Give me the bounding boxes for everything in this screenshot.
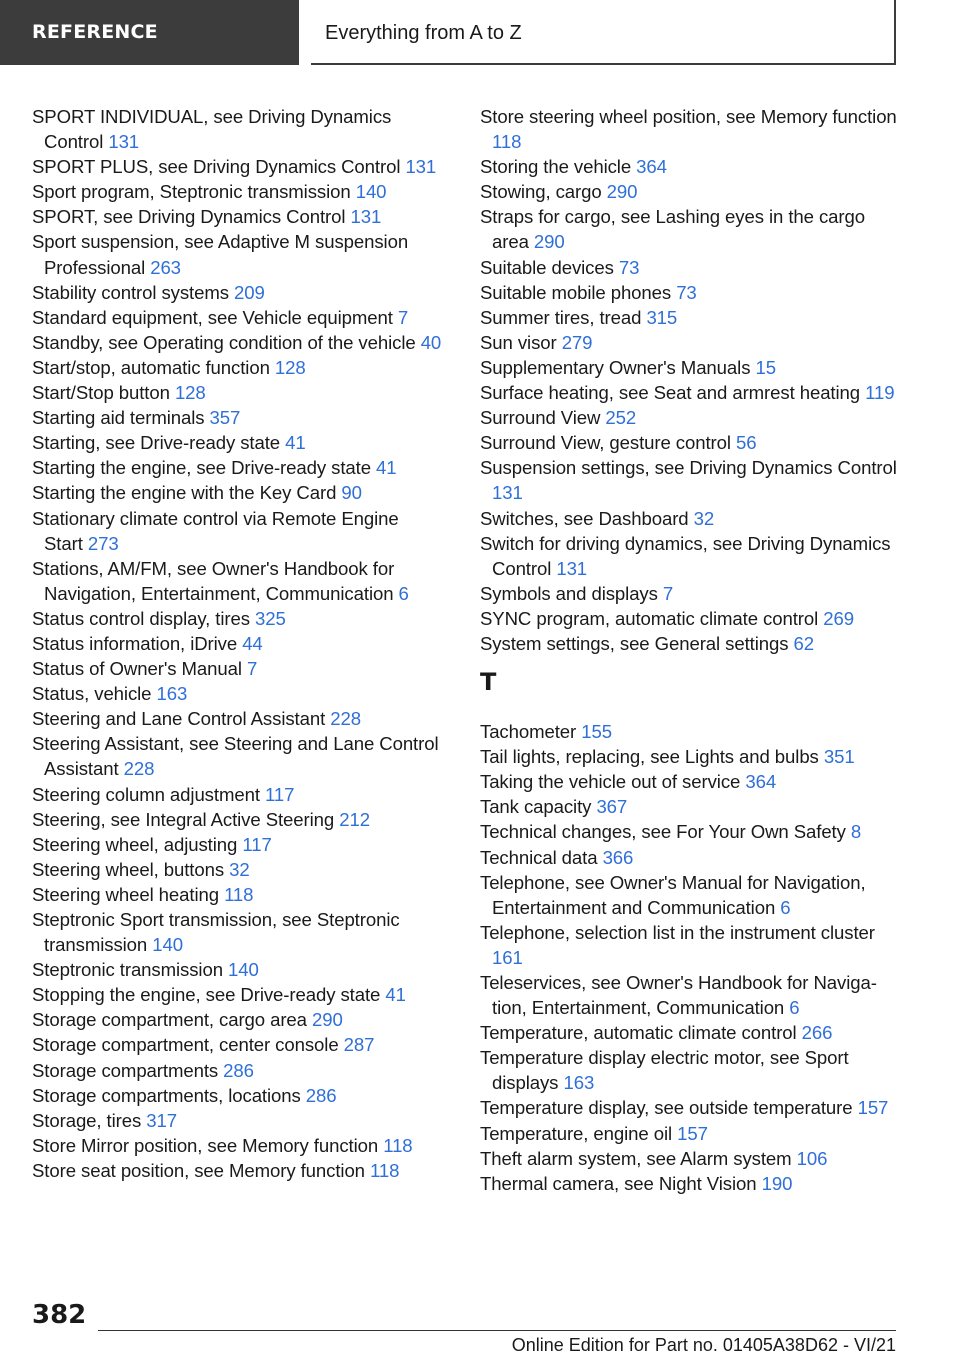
page-link[interactable]: 73 [618, 256, 640, 278]
page-link[interactable]: 364 [745, 771, 777, 793]
index-entry [480, 920, 900, 970]
index-entry [480, 380, 900, 405]
page-link[interactable]: 106 [796, 1147, 828, 1169]
page-link[interactable]: 6 [789, 997, 800, 1019]
page-link[interactable]: 44 [242, 632, 263, 654]
index-entry [32, 882, 442, 907]
page-link[interactable]: 279 [561, 331, 593, 353]
entry-term: Steering, see Integral Active Steering [32, 808, 335, 830]
index-entry [32, 782, 442, 807]
index-entry [32, 857, 442, 882]
entry-term: Standby, see Operating condition of the vehicle [32, 331, 416, 353]
index-entry [480, 1121, 900, 1146]
index-entry [32, 681, 442, 706]
entry-term: Temperature, engine oil [480, 1122, 673, 1144]
entry-term: Theft alarm system, see Alarm system [480, 1147, 792, 1169]
index-entry [480, 1171, 900, 1196]
page-link[interactable]: 131 [350, 206, 382, 228]
index-entry [32, 731, 442, 781]
index-column-right [480, 104, 900, 1196]
entry-term: Stationary climate control via Remote Engine Start [32, 507, 399, 554]
entry-term: Status information, iDrive [32, 632, 238, 654]
entry-term: Telephone, see Owner's Manual for Navigation, Entertainment and Communication [480, 871, 866, 918]
entry-term: Sport suspension, see Adaptive M suspension Professional [32, 231, 409, 278]
page-link[interactable]: 41 [285, 432, 306, 454]
index-entry [32, 154, 442, 179]
entry-term: SPORT INDIVIDUAL, see Driving Dynamics Control [32, 106, 392, 153]
entry-term: Standard equipment, see Vehicle equipment [32, 306, 393, 328]
entry-term: Tank capacity [480, 796, 592, 818]
page-link[interactable]: 155 [581, 721, 612, 743]
index-entry [32, 480, 442, 505]
page-link[interactable]: 32 [229, 858, 250, 880]
entry-term: Suspension settings, see Driving Dynamics Control [480, 457, 897, 479]
index-entry [32, 832, 442, 857]
index-entry [480, 179, 900, 204]
page-link[interactable]: 7 [662, 582, 674, 604]
entry-term: Start/stop, automatic function [32, 356, 270, 378]
entry-term: Steering wheel, adjusting [32, 833, 238, 855]
page-link[interactable]: 140 [152, 934, 183, 956]
index-group-s [480, 104, 900, 656]
entry-term: SPORT PLUS, see Driving Dynamics Control [32, 156, 401, 178]
page-link[interactable]: 290 [606, 181, 638, 203]
entry-term: Starting the engine with the Key Card [32, 482, 337, 504]
index-entry [32, 807, 442, 832]
index-entry [32, 506, 442, 556]
index-entry [480, 430, 900, 455]
page-link[interactable]: 6 [398, 582, 409, 604]
page-link[interactable]: 325 [255, 607, 286, 629]
page-link[interactable]: 286 [305, 1084, 337, 1106]
page-link[interactable]: 252 [605, 407, 637, 429]
entry-term: Temperature display, see outside temperature [480, 1097, 853, 1119]
page-link[interactable]: 90 [341, 482, 362, 504]
page-link[interactable]: 190 [761, 1172, 793, 1194]
entry-term: Starting aid terminals [32, 407, 205, 429]
entry-term: Temperature display electric motor, see Sport displays [480, 1047, 849, 1094]
index-entry [480, 154, 900, 179]
index-entry [32, 229, 442, 279]
index-entry [32, 430, 442, 455]
index-entry [480, 455, 900, 505]
entry-term: Steering wheel heating [32, 883, 219, 905]
page-link[interactable]: 357 [209, 407, 241, 429]
entry-term: Teleservices, see Owner's Handbook for Navigation, Entertainment, Communication [480, 972, 877, 1019]
page-link[interactable]: 62 [793, 632, 814, 654]
entry-term: Taking the vehicle out of service [480, 771, 741, 793]
index-entry [32, 706, 442, 731]
index-entry [32, 982, 442, 1007]
page-link[interactable]: 117 [242, 833, 272, 855]
entry-term: Store seat position, see Memory function [32, 1159, 365, 1181]
entry-term: Suitable mobile phones [480, 281, 672, 303]
index-entry [32, 179, 442, 204]
index-entry [480, 845, 900, 870]
section-tab [0, 0, 299, 65]
entry-term: Suitable devices [480, 256, 614, 278]
page-link[interactable]: 118 [383, 1134, 413, 1156]
entry-term: Stability control systems [32, 281, 229, 303]
page-link[interactable]: 290 [312, 1009, 343, 1031]
index-entry [480, 631, 900, 656]
page-link[interactable]: 8 [850, 821, 862, 843]
entry-term: Technical changes, see For Your Own Safety [480, 821, 846, 843]
index-entry [32, 957, 442, 982]
entry-term: Status, vehicle [32, 683, 152, 705]
page-link[interactable]: 228 [330, 708, 361, 730]
index-entry [32, 656, 442, 681]
index-entry [480, 280, 900, 305]
entry-term: System settings, see General settings [480, 632, 789, 654]
entry-term: Tail lights, replacing, see Lights and bulbs [480, 746, 819, 768]
entry-term: Tachometer [480, 721, 577, 743]
index-entry [480, 531, 900, 581]
entry-term: Thermal camera, see Night Vision [480, 1172, 757, 1194]
page-link[interactable]: 131 [556, 557, 588, 579]
edition-note: Online Edition for Part no. 01405A38D62 - VI/21 [511, 1335, 896, 1355]
index-entry [480, 305, 900, 330]
index-entry [480, 1146, 900, 1171]
index-entry [480, 719, 900, 744]
index-entry [480, 104, 900, 154]
index-entry [32, 1083, 442, 1108]
entry-term: Temperature, automatic climate control [480, 1022, 797, 1044]
page-number: 382 [32, 1300, 87, 1330]
page-link[interactable]: 40 [420, 331, 442, 353]
page-link[interactable]: 118 [492, 131, 522, 153]
entry-term: Status control display, tires [32, 607, 250, 629]
index-entry [32, 1158, 442, 1183]
page-link[interactable]: 119 [865, 382, 895, 404]
index-entry [32, 355, 442, 380]
index-entry [32, 907, 442, 957]
index-entry [480, 794, 900, 819]
page-link[interactable]: 140 [355, 181, 387, 203]
entry-term: Store Mirror position, see Memory function [32, 1134, 379, 1156]
section-label: REFERENCE [32, 21, 158, 43]
entry-term: Steering wheel, buttons [32, 858, 225, 880]
entry-term: Start/Stop button [32, 382, 170, 404]
entry-term: Stations, AM/FM, see Owner's Handbook for Navigation, Entertainment, Communication [32, 557, 395, 604]
index-group-t [480, 719, 900, 1196]
section-letter-t: T [480, 668, 497, 697]
entry-term: SPORT, see Driving Dynamics Control [32, 206, 346, 228]
entry-term: Storage, tires [32, 1109, 142, 1131]
index-entry [32, 104, 442, 154]
page-link[interactable]: 131 [405, 156, 437, 178]
entry-term: Steering and Lane Control Assistant [32, 708, 326, 730]
page-link[interactable]: 290 [533, 231, 565, 253]
page-link[interactable]: 118 [370, 1159, 400, 1181]
page-link[interactable]: 315 [646, 306, 678, 328]
entry-term: Telephone, selection list in the instrument cluster [480, 921, 875, 943]
entry-term: Steptronic transmission [32, 959, 223, 981]
entry-term: Symbols and displays [480, 582, 658, 604]
page-link[interactable]: 286 [223, 1059, 254, 1081]
entry-term: Store steering wheel position, see Memory function [480, 106, 897, 127]
page-header [311, 0, 896, 65]
entry-term: Stowing, cargo [480, 181, 602, 203]
entry-term: Straps for cargo, see Lashing eyes in the cargo area [480, 206, 865, 253]
index-entry [32, 1032, 442, 1057]
index-entry [32, 405, 442, 430]
page-link[interactable]: 41 [385, 984, 406, 1006]
entry-term: Storage compartment, center console [32, 1034, 339, 1056]
entry-term: Starting the engine, see Drive-ready state [32, 457, 371, 479]
index-entry [32, 606, 442, 631]
entry-term: Steptronic Sport transmission, see Steptronic transmission [32, 909, 400, 956]
index-entry [480, 970, 900, 1020]
entry-term: Status of Owner's Manual [32, 658, 242, 680]
page-link[interactable]: 56 [736, 432, 757, 454]
entry-term: Sun visor [480, 331, 557, 353]
entry-term: SYNC program, automatic climate control [480, 607, 819, 629]
page-link[interactable]: 157 [677, 1122, 708, 1144]
page-link[interactable]: 118 [224, 883, 254, 905]
index-entry [32, 380, 442, 405]
index-entry [32, 455, 442, 480]
page-link[interactable]: 287 [343, 1034, 375, 1056]
index-column-left [32, 104, 442, 1183]
entry-term: Storing the vehicle [480, 156, 632, 178]
entry-term: Steering column adjustment [32, 783, 260, 805]
entry-term: Supplementary Owner's Manuals [480, 356, 751, 378]
index-entry [32, 280, 442, 305]
page-link[interactable]: 209 [234, 281, 265, 303]
index-entry [480, 769, 900, 794]
page-link[interactable]: 131 [108, 131, 140, 153]
page-link[interactable]: 131 [492, 482, 523, 504]
page-link[interactable]: 163 [563, 1072, 595, 1094]
index-entry [480, 581, 900, 606]
index-entry [32, 1133, 442, 1158]
page-link[interactable]: 41 [376, 457, 397, 479]
index-entry [480, 330, 900, 355]
entry-term: Stopping the engine, see Drive-ready state [32, 984, 381, 1006]
index-entry [480, 819, 900, 844]
page-link[interactable]: 263 [150, 256, 181, 278]
page-link[interactable]: 212 [339, 808, 370, 830]
page-link[interactable]: 351 [823, 746, 855, 768]
entry-term: Storage compartment, cargo area [32, 1009, 307, 1031]
index-entry [480, 870, 900, 920]
page-link[interactable]: 273 [87, 532, 119, 554]
index-entry [32, 1058, 442, 1083]
index-entry [32, 204, 442, 229]
index-entry [480, 1045, 900, 1095]
entry-term: Steering Assistant, see Steering and Lane Control Assistant [32, 733, 439, 780]
page-link[interactable]: 32 [693, 507, 715, 529]
page-link[interactable]: 366 [602, 846, 634, 868]
page-link[interactable]: 6 [780, 896, 791, 918]
entry-term: Storage compartments, locations [32, 1084, 301, 1106]
footer-divider [98, 1330, 896, 1331]
page-link[interactable]: 266 [801, 1022, 833, 1044]
page-link[interactable]: 163 [156, 683, 188, 705]
page-link[interactable]: 367 [596, 796, 628, 818]
page-link[interactable]: 161 [492, 946, 523, 968]
page-link[interactable]: 269 [823, 607, 854, 629]
entry-term: Storage compartments [32, 1059, 219, 1081]
page-link[interactable]: 228 [123, 758, 155, 780]
entry-term: Summer tires, tread [480, 306, 642, 328]
page-link[interactable]: 140 [228, 959, 259, 981]
index-entry [32, 631, 442, 656]
header-title: Everything from A to Z [325, 22, 522, 44]
page-link[interactable]: 73 [676, 281, 697, 303]
index-entry [32, 330, 442, 355]
page-link[interactable]: 15 [755, 356, 776, 378]
entry-term: Switches, see Dashboard [480, 507, 689, 529]
index-entry [480, 606, 900, 631]
entry-term: Surround View, gesture control [480, 432, 731, 454]
index-entry [480, 744, 900, 769]
page-link[interactable]: 364 [636, 156, 667, 178]
index-entry [32, 556, 442, 606]
entry-term: Sport program, Steptronic transmission [32, 181, 351, 203]
page-link[interactable]: 7 [247, 658, 258, 680]
index-entry [480, 1095, 900, 1120]
page-link[interactable]: 317 [146, 1109, 177, 1131]
page-link[interactable]: 7 [397, 306, 409, 328]
index-entry [480, 255, 900, 280]
index-entry [480, 405, 900, 430]
page-link[interactable]: 117 [264, 783, 295, 805]
index-entry [32, 305, 442, 330]
entry-term: Technical data [480, 846, 598, 868]
entry-term: Surface heating, see Seat and armrest heating [480, 382, 861, 404]
page-link[interactable]: 128 [174, 382, 206, 404]
index-entry [32, 1108, 442, 1133]
index-entry [480, 506, 900, 531]
index-entry [32, 1007, 442, 1032]
entry-term: Starting, see Drive-ready state [32, 432, 281, 454]
page-link[interactable]: 157 [857, 1097, 889, 1119]
entry-term: Switch for driving dynamics, see Driving Dynamics Control [480, 532, 891, 579]
index-entry [480, 1020, 900, 1045]
index-entry [480, 204, 900, 254]
index-entry [480, 355, 900, 380]
page-link[interactable]: 128 [274, 356, 306, 378]
entry-term: Surround View [480, 407, 601, 429]
